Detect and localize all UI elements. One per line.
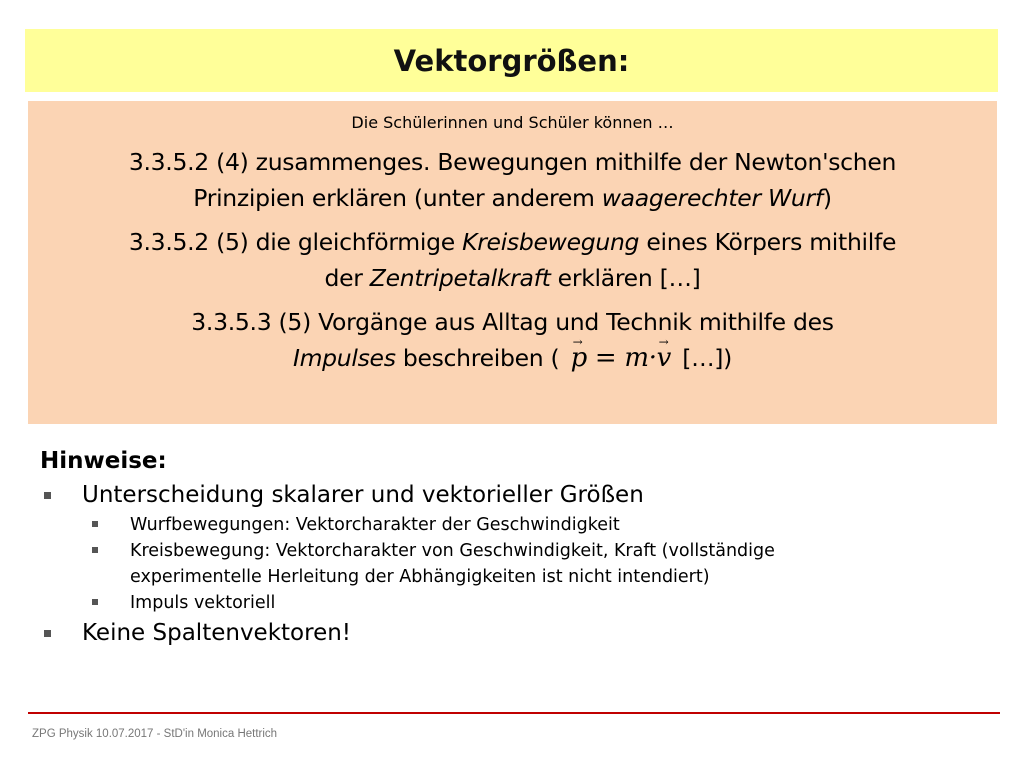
sub-bullet-2: Kreisbewegung: Vektorcharakter von Geschwindigkeit, Kraft (vollständige — [40, 538, 1000, 564]
hinweise-title: Hinweise: — [40, 448, 167, 474]
item3-line2-b: […]) — [675, 344, 733, 372]
competence-item-1 — [28, 144, 997, 216]
item2-line1-em: Kreisbewegung — [462, 228, 640, 256]
item3-line2-em: Impulses — [292, 344, 396, 372]
formula-m: m — [624, 343, 649, 373]
competence-intro: Die Schülerinnen und Schüler können … — [351, 113, 674, 132]
item2-line1-b: eines Körpers mithilfe — [639, 228, 897, 256]
footer-text: ZPG Physik 10.07.2017 - StD'in Monica Hettrich — [32, 728, 278, 740]
sub-bullet-3: Impuls vektoriell — [40, 590, 1000, 616]
bullet-point-1: Unterscheidung skalarer und vektorieller Größen — [40, 480, 1000, 510]
competence-item-3 — [28, 304, 997, 376]
item2-line1-a: 3.3.5.2 (5) die gleichförmige — [128, 228, 463, 256]
competence-box — [28, 101, 997, 424]
hinweise-section — [40, 448, 1000, 650]
momentum-formula — [571, 340, 671, 376]
formula-equals: = — [586, 343, 625, 373]
item2-line2-a: der — [324, 264, 370, 292]
formula-v-vector: → v — [657, 340, 671, 376]
formula-dot: · — [648, 343, 657, 373]
item1-line2-em: waagerechter Wurf — [601, 184, 823, 212]
item1-line2-b: ) — [822, 184, 832, 212]
formula-p-vector: → p — [571, 340, 587, 376]
competence-item-2 — [28, 224, 997, 296]
item2-line2-b: erklären […] — [550, 264, 701, 292]
item2-line2-em: Zentripetalkraft — [369, 264, 551, 292]
item1-line2-a: Prinzipien erklären (unter anderem — [193, 184, 602, 212]
slide-title: Vektorgrößen: — [393, 43, 630, 78]
item3-line1: 3.3.5.3 (5) Vorgänge aus Alltag und Technik mithilfe des — [191, 308, 834, 336]
sub-bullet-2-continued: experimentelle Herleitung der Abhängigkeiten ist nicht intendiert) — [130, 567, 710, 587]
sub-bullet-1: Wurfbewegungen: Vektorcharakter der Geschwindigkeit — [40, 512, 1000, 538]
item1-line1: 3.3.5.2 (4) zusammenges. Bewegungen mithilfe der Newton'schen — [128, 148, 897, 176]
title-bar — [25, 29, 998, 92]
bullet-point-2: Keine Spaltenvektoren! — [40, 618, 1000, 648]
item3-line2-a: beschreiben ( — [395, 344, 567, 372]
footer-divider — [28, 712, 1000, 714]
